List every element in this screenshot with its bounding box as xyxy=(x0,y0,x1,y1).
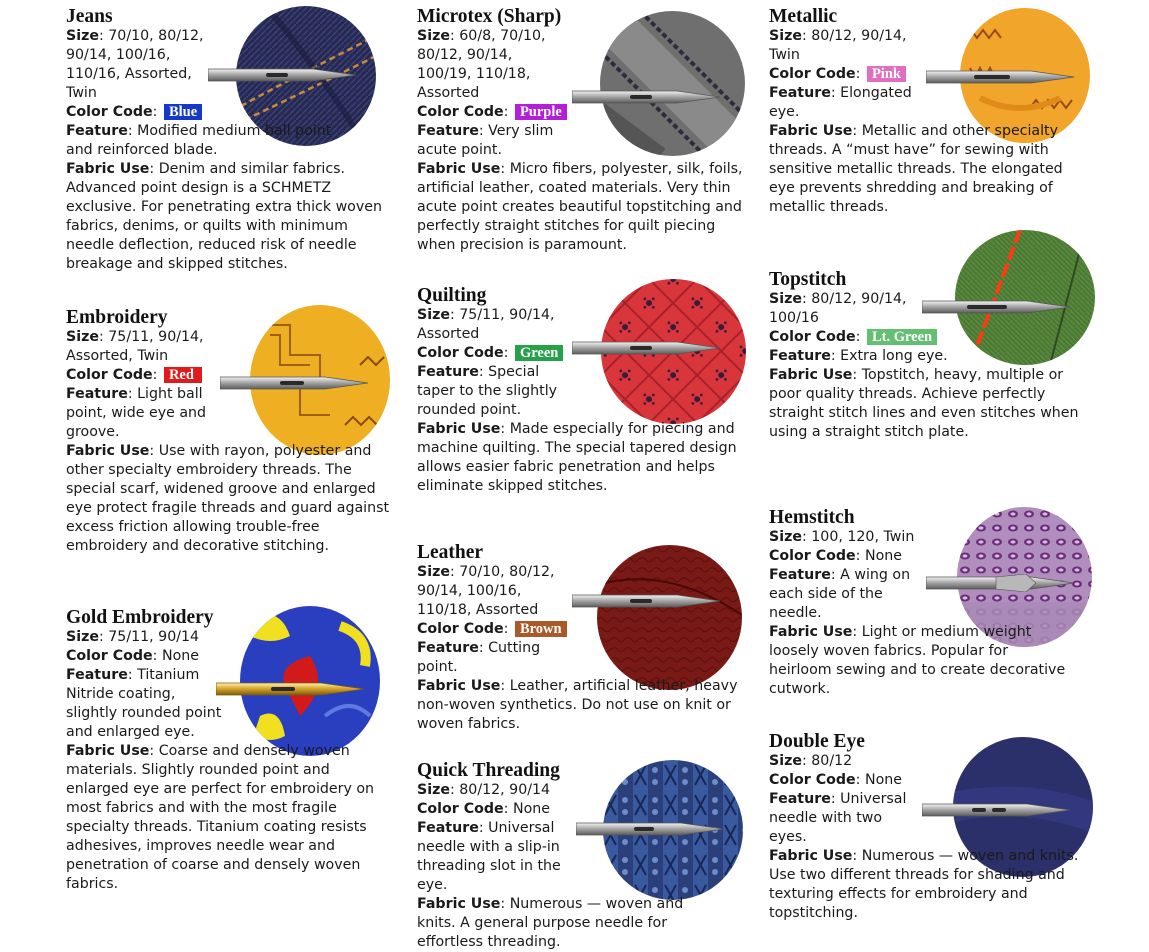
needle-feature: A wing on each side of the needle. xyxy=(769,567,911,621)
needle-feature: Extra long eye. xyxy=(840,348,948,364)
needle-entry-double-eye: Double Eye Size: 80/12 Color Code: None Feature: Universal needle with two eyes. Fabric Use: Numerous — woven and knits. Use two different threads for shading and texturing effects for embroidery and topstitching. xyxy=(769,731,1109,923)
needle-size: 80/12 xyxy=(811,753,853,769)
needle-fabric-use: Use with rayon, polyester and other specialty embroidery threads. The special scarf, widened groove and enlarged eye protect fragile threads and guard against excess friction allowing trouble-free embroidery and decorative stitching. xyxy=(66,443,390,554)
color-code-badge: Green xyxy=(515,345,563,361)
needle-feature: Elongated eye. xyxy=(769,85,912,120)
color-code-value: None xyxy=(864,772,902,788)
needle-entry-topstitch: Topstitch Size: 80/12, 90/14, 100/16 Color Code: Lt. Green Feature: Extra long eye. Fabric Use: Topstitch, heavy, multiple or poor quality threads. Achieve perfectly straight stitch lines and even stitches when using a straight stitch plate. xyxy=(769,269,1109,442)
needle-size: 60/8, 70/10, 80/12, 90/14, 100/19, 110/18, Assorted xyxy=(417,28,546,101)
needle-size: 80/12, 90/14, 100/16 xyxy=(769,291,907,326)
needle-entry-embroidery: Embroidery Size: 75/11, 90/14, Assorted, Twin Color Code: Red Feature: Light ball point, wide eye and groove. Fabric Use: Use with rayon, polyester and other specialty embroidery threads. The special scarf, widened groove and enlarged eye protect fragile threads and guard against excess friction allowing trouble-free embroidery and decorative stitching. xyxy=(66,307,406,556)
needle-size: 80/12, 90/14 xyxy=(459,782,551,798)
needle-title: Hemstitch xyxy=(769,507,855,528)
needle-title: Leather xyxy=(417,542,484,563)
color-code-badge: Blue xyxy=(164,104,202,120)
color-code-badge: Pink xyxy=(867,66,906,82)
needle-feature: Special taper to the slightly rounded point. xyxy=(417,364,558,418)
needle-fabric-use: Leather, artificial leather, heavy non-woven synthetics. Do not use on knit or woven fabrics. xyxy=(417,678,738,732)
needle-feature: Universal needle with two eyes. xyxy=(769,791,907,845)
needle-title: Quick Threading xyxy=(417,760,560,781)
needle-fabric-use: Micro fibers, polyester, silk, foils, artificial leather, coated materials. Very thin acute point creates beautiful topstitching and perfectly straight stitches for quilt piecing when precision is paramount. xyxy=(417,161,743,253)
needle-fabric-use: Numerous — woven and knits. Use two different threads for shading and texturing effects for embroidery and topstitching. xyxy=(769,848,1079,921)
needle-entry-metallic: Metallic Size: 80/12, 90/14, Twin Color Code: Pink Feature: Elongated eye. Fabric Use: Metallic and other specialty threads. A “must have” for sewing with sensitive metallic threads. The elongated eye prevents shredding and breaking of metallic threads. xyxy=(769,6,1109,217)
color-code-badge: Brown xyxy=(515,621,567,637)
needle-entry-quick-threading: Quick Threading Size: 80/12, 90/14 Color Code: None Feature: Universal needle with a slip-in threading slot in the eye. Fabric Use: Numerous — woven and knits. A general purpose needle for effortless threading. xyxy=(417,760,757,952)
needle-entry-hemstitch: Hemstitch Size: 100, 120, Twin Color Code: None Feature: A wing on each side of the needle. Fabric Use: Light or medium weight loosely woven fabrics. Popular for heirloom sewing and to create decorative cutwork. xyxy=(769,507,1109,699)
color-code-badge: Lt. Green xyxy=(867,329,937,345)
needle-feature: Universal needle with a slip-in threading slot in the eye. xyxy=(417,820,561,893)
needle-fabric-use: Light or medium weight loosely woven fabrics. Popular for heirloom sewing and to create decorative cutwork. xyxy=(769,624,1066,697)
needle-title: Embroidery xyxy=(66,307,168,328)
needle-feature: Titanium Nitride coating, slightly rounded point and enlarged eye. xyxy=(66,667,222,740)
needle-fabric-use: Numerous — woven and knits. A general purpose needle for effortless threading. xyxy=(417,896,684,950)
needle-entry-quilting: Quilting Size: 75/11, 90/14, Assorted Color Code: Green Feature: Special taper to the slightly rounded point. Fabric Use: Made especially for piecing and machine quilting. The special tapered design allows easier fabric penetration and helps eliminate skipped stitches. xyxy=(417,285,757,496)
color-code-badge: Red xyxy=(164,367,202,383)
needle-fabric-use: Topstitch, heavy, multiple or poor quality threads. Achieve perfectly straight stitch lines and even stitches when using a straight stitch plate. xyxy=(769,367,1079,440)
needle-title: Jeans xyxy=(66,6,113,27)
needle-fabric-use: Coarse and densely woven materials. Slightly rounded point and enlarged eye are perfect for embroidery on most fabrics and with the most fragile specialty threads. Titanium coating resists adhesives, improves needle wear and penetration of coarse and densely woven fabrics. xyxy=(66,743,375,892)
needle-feature: Modified medium ball point and reinforced blade. xyxy=(66,123,332,158)
needle-fabric-use: Metallic and other specialty threads. A “must have” for sewing with sensitive metallic threads. The elongated eye prevents shredding and breaking of metallic threads. xyxy=(769,123,1063,215)
needle-size: 75/11, 90/14, Assorted, Twin xyxy=(66,329,204,364)
color-code-badge: Purple xyxy=(515,104,567,120)
needle-size: 70/10, 80/12, 90/14, 100/16, 110/18, Assorted xyxy=(417,564,555,618)
needle-title: Gold Embroidery xyxy=(66,607,214,628)
needle-title: Microtex (Sharp) xyxy=(417,6,562,27)
needle-entry-microtex: Microtex (Sharp) Size: 60/8, 70/10, 80/12, 90/14, 100/19, 110/18, Assorted Color Code: Purple Feature: Very slim acute point. Fabric Use: Micro fibers, polyester, silk, foils, artificial leather, coated materials. Very thin acute point creates beautiful topstitching and perfectly straight stitches for quilt piecing when precision is paramount. xyxy=(417,6,757,255)
color-code-value: None xyxy=(512,801,550,817)
needle-fabric-use: Denim and similar fabrics. Advanced point design is a SCHMETZ exclusive. For penetrating extra thick woven fabrics, denims, or quilts with minimum needle deflection, reduced risk of needle breakage and skipped stitches. xyxy=(66,161,382,272)
needle-size: 80/12, 90/14, Twin xyxy=(769,28,907,63)
needle-feature: Light ball point, wide eye and groove. xyxy=(66,386,207,440)
needle-entry-gold-embroidery: Gold Embroidery Size: 75/11, 90/14 Color Code: None Feature: Titanium Nitride coating, slightly rounded point and enlarged eye. Fabric Use: Coarse and densely woven materials. Slightly rounded point and enlarged eye are perfect for embroidery on most fabrics and with the most fragile specialty threads. Titanium coating resists adhesives, improves needle wear and penetration of coarse and densely woven fabrics. xyxy=(66,607,406,894)
needle-title: Quilting xyxy=(417,285,487,306)
needle-size: 70/10, 80/12, 90/14, 100/16, 110/16, Assorted, Twin xyxy=(66,28,204,101)
color-code-value: None xyxy=(864,548,902,564)
needle-title: Metallic xyxy=(769,6,838,27)
needle-size: 75/11, 90/14, Assorted xyxy=(417,307,555,342)
needle-size: 75/11, 90/14 xyxy=(108,629,200,645)
needle-size: 100, 120, Twin xyxy=(811,529,915,545)
needle-entry-jeans: Jeans Size: 70/10, 80/12, 90/14, 100/16, 110/16, Assorted, Twin Color Code: Blue Feature: Modified medium ball point and reinforced blade. Fabric Use: Denim and similar fabrics. Advanced point design is a SCHMETZ exclusive. For penetrating extra thick woven fabrics, denims, or quilts with minimum needle deflection, reduced risk of needle breakage and skipped stitches. xyxy=(66,6,406,274)
color-code-value: None xyxy=(161,648,199,664)
needle-feature: Very slim acute point. xyxy=(417,123,554,158)
needle-entry-leather: Leather Size: 70/10, 80/12, 90/14, 100/16, 110/18, Assorted Color Code: Brown Feature: Cutting point. Fabric Use: Leather, artificial leather, heavy non-woven synthetics. Do not use on knit or woven fabrics. xyxy=(417,542,757,734)
needle-title: Topstitch xyxy=(769,269,847,290)
needle-feature: Cutting point. xyxy=(417,640,541,675)
needle-title: Double Eye xyxy=(769,731,865,752)
needle-fabric-use: Made especially for piecing and machine quilting. The special tapered design allows easier fabric penetration and helps eliminate skipped stitches. xyxy=(417,421,737,494)
